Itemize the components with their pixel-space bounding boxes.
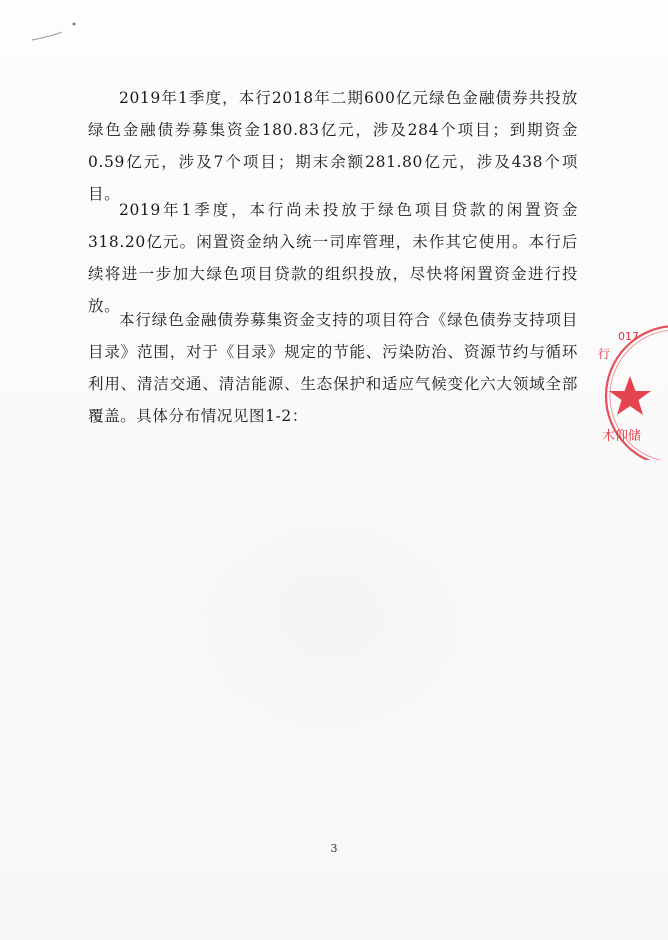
scan-artifact [150,470,510,750]
paragraph-allocation: 2019年1季度，本行2018年二期600亿元绿色金融债券共投放绿色金融债券募集资金180.83亿元，涉及284个项目；到期资金0.59亿元，涉及7个项目；期末余额281.80亿元，涉及438个项目。 [88,89,578,203]
seal-text-fragment-top: 017 [618,330,639,343]
pencil-mark [28,18,88,48]
seal-star-icon [609,376,651,415]
page-number: 3 [330,842,338,855]
paragraph-project-scope: 本行绿色金融债券募集资金支持的项目符合《绿色债券支持项目目录》范围，对于《目录》规定的节能、污染防治、资源节约与循环利用、清洁交通、清洁能源、生态保护和适应气候变化六大领域全部覆盖。具体分布情况见图1-2： [88,311,578,425]
paragraph-idle-funds: 2019年1季度，本行尚未投放于绿色项目贷款的闲置资金318.20亿元。闲置资金纳入统一司库管理，未作其它使用。本行后续将进一步加大绿色项目贷款的组织投放，尽快将闲置资金进行投放。 [88,201,578,315]
red-seal-stamp [592,320,668,460]
seal-text-fragment-left: 行 [598,347,611,361]
seal-text-fragment-bottom: 木仰储 [602,429,642,444]
